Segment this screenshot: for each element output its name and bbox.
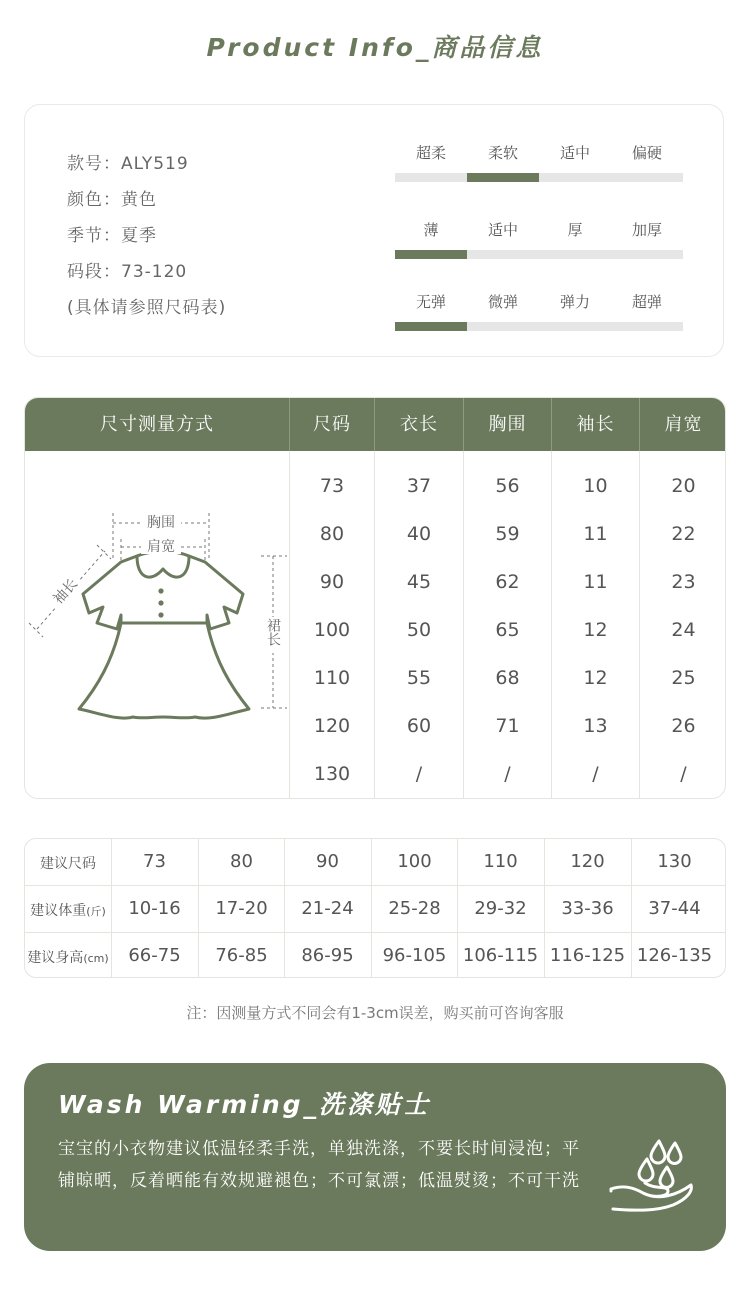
recommend-cell: 80 (230, 851, 253, 872)
wash-tips-card (24, 1063, 726, 1251)
header-sleeve: 袖长 (576, 414, 615, 435)
row-divider (25, 885, 726, 886)
cell-chest: 59 (495, 523, 520, 545)
info-size-note: (具体请参照尺码表) (67, 298, 227, 318)
page-title: Product Info_商品信息 (206, 33, 544, 62)
softness-scale (395, 142, 683, 164)
recommend-row-label (25, 853, 111, 873)
recommend-cell: 25-28 (388, 898, 441, 919)
scale-label: 厚 (567, 221, 583, 239)
recommend-cell: 76-85 (215, 945, 268, 966)
cell-length: 45 (406, 571, 432, 593)
recommend-label-text: 建议身高 (27, 950, 84, 966)
header-length: 衣长 (400, 414, 438, 435)
cell-size: 110 (313, 667, 351, 689)
recommend-cell: 126-135 (636, 945, 713, 966)
dress-measure-illustration (25, 451, 289, 799)
cell-chest: 62 (495, 571, 520, 593)
cell-sleeve: 11 (583, 523, 608, 545)
recommend-cell: 90 (316, 851, 339, 872)
header-shoulder: 肩宽 (664, 414, 703, 435)
cell-sleeve: 10 (583, 475, 608, 497)
cell-length: 40 (406, 523, 432, 545)
cell-size: 73 (319, 475, 345, 497)
scale-fill (467, 173, 539, 182)
header-measure-method: 尺寸测量方式 (100, 414, 214, 435)
cell-shoulder: 20 (671, 475, 696, 497)
scale-label: 微弹 (487, 293, 518, 311)
product-info-card (24, 104, 724, 357)
recommend-cell: 10-16 (128, 898, 181, 919)
cell-shoulder: 22 (671, 523, 696, 545)
recommend-cell: 29-32 (474, 898, 527, 919)
info-size-range: 码段：73-120 (67, 262, 188, 282)
cell-shoulder: 25 (671, 667, 696, 689)
hand-water-drops-icon (607, 1135, 697, 1219)
scale-fill (395, 250, 467, 259)
recommend-row-label (25, 947, 111, 967)
header-divider (289, 398, 290, 451)
measurement-note: 注：因测量方式不同会有1-3cm误差，购买前可咨询客服 (186, 1004, 564, 1022)
shoulder-label: 肩宽 (147, 539, 175, 555)
recommend-cell: 130 (657, 851, 692, 872)
recommend-label-unit: (cm) (83, 952, 109, 965)
recommend-cell: 66-75 (128, 945, 181, 966)
recommend-cell: 106-115 (462, 945, 539, 966)
cell-length: 60 (406, 715, 432, 737)
cell-sleeve: 13 (583, 715, 608, 737)
cell-length: 55 (406, 667, 432, 689)
recommend-cell: 37-44 (648, 898, 701, 919)
recommend-cell: 21-24 (301, 898, 354, 919)
cell-length: / (415, 763, 423, 785)
recommend-cell: 73 (143, 851, 166, 872)
cell-sleeve: 12 (583, 619, 608, 641)
cell-shoulder: 24 (671, 619, 696, 641)
scale-label: 适中 (487, 221, 518, 239)
recommend-label-unit: (斤) (86, 905, 106, 918)
scale-label: 超柔 (415, 144, 446, 162)
cell-sleeve: 11 (583, 571, 608, 593)
recommend-label-text: 建议尺码 (40, 856, 96, 872)
header-divider (639, 398, 640, 451)
cell-size: 90 (319, 571, 345, 593)
length-label: 裙长 (265, 618, 281, 646)
info-season: 季节：夏季 (67, 226, 157, 246)
header-divider (551, 398, 552, 451)
dress-skirt (79, 623, 249, 718)
column-divider (371, 839, 372, 978)
cell-sleeve: / (592, 763, 599, 785)
header-divider (374, 398, 375, 451)
recommend-row-label (25, 900, 111, 920)
cell-size: 100 (313, 619, 351, 641)
cell-chest: 68 (495, 667, 520, 689)
header-divider (463, 398, 464, 451)
cell-shoulder: 23 (671, 571, 696, 593)
cell-shoulder: 26 (671, 715, 696, 737)
column-divider (544, 839, 545, 978)
size-table (24, 397, 726, 799)
recommend-cell: 120 (570, 851, 605, 872)
column-divider (284, 839, 285, 978)
cell-chest: 56 (495, 475, 520, 497)
recommend-cell: 17-20 (215, 898, 268, 919)
recommend-cell: 100 (397, 851, 432, 872)
scale-track (395, 173, 683, 182)
info-style-number: 款号：ALY519 (67, 154, 189, 174)
column-divider (111, 839, 112, 978)
scale-label: 薄 (423, 221, 439, 239)
recommendation-table (24, 838, 726, 978)
wash-title: Wash Warming_洗涤贴士 (58, 1090, 432, 1119)
column-divider (631, 839, 632, 978)
recommend-cell: 86-95 (301, 945, 354, 966)
cell-chest: 71 (495, 715, 520, 737)
cell-length: 37 (406, 475, 432, 497)
cell-shoulder: / (680, 763, 687, 785)
elasticity-scale (395, 291, 683, 313)
cell-size: 120 (313, 715, 351, 737)
header-size: 尺码 (313, 414, 351, 435)
column-divider (457, 839, 458, 978)
column-divider (198, 839, 199, 978)
cell-sleeve: 12 (583, 667, 608, 689)
scale-label: 加厚 (631, 221, 662, 239)
recommend-cell: 96-105 (382, 945, 447, 966)
header-chest: 胸围 (488, 414, 527, 435)
dress-collar (137, 552, 189, 578)
scale-label: 适中 (559, 144, 590, 162)
scale-label: 超弹 (631, 293, 662, 311)
recommend-cell: 110 (483, 851, 518, 872)
cell-size: 130 (313, 763, 351, 785)
scale-label: 无弹 (415, 293, 446, 311)
cell-size: 80 (319, 523, 345, 545)
dress-buttons (158, 588, 163, 617)
thickness-scale (395, 219, 683, 241)
row-divider (25, 932, 726, 933)
scale-track (395, 322, 683, 331)
chest-label: 胸围 (147, 515, 175, 531)
wash-text: 宝宝的小衣物建议低温轻柔手洗，单独洗涤，不要长时间浸泡；平铺晾晒，反着晒能有效规避褪色；不可氯漂；低温熨烫；不可干洗 (58, 1139, 580, 1191)
info-color: 颜色：黄色 (67, 190, 157, 210)
recommend-label-text: 建议体重 (30, 903, 87, 919)
scale-label: 偏硬 (631, 144, 662, 162)
scale-label: 弹力 (559, 293, 590, 311)
recommend-cell: 116-125 (549, 945, 626, 966)
scale-track (395, 250, 683, 259)
cell-chest: / (504, 763, 511, 785)
cell-chest: 65 (495, 619, 520, 641)
scale-fill (395, 322, 467, 331)
sleeve-label: 袖长 (50, 575, 82, 608)
recommend-cell: 33-36 (561, 898, 614, 919)
scale-label: 柔软 (487, 144, 518, 162)
cell-length: 50 (406, 619, 432, 641)
